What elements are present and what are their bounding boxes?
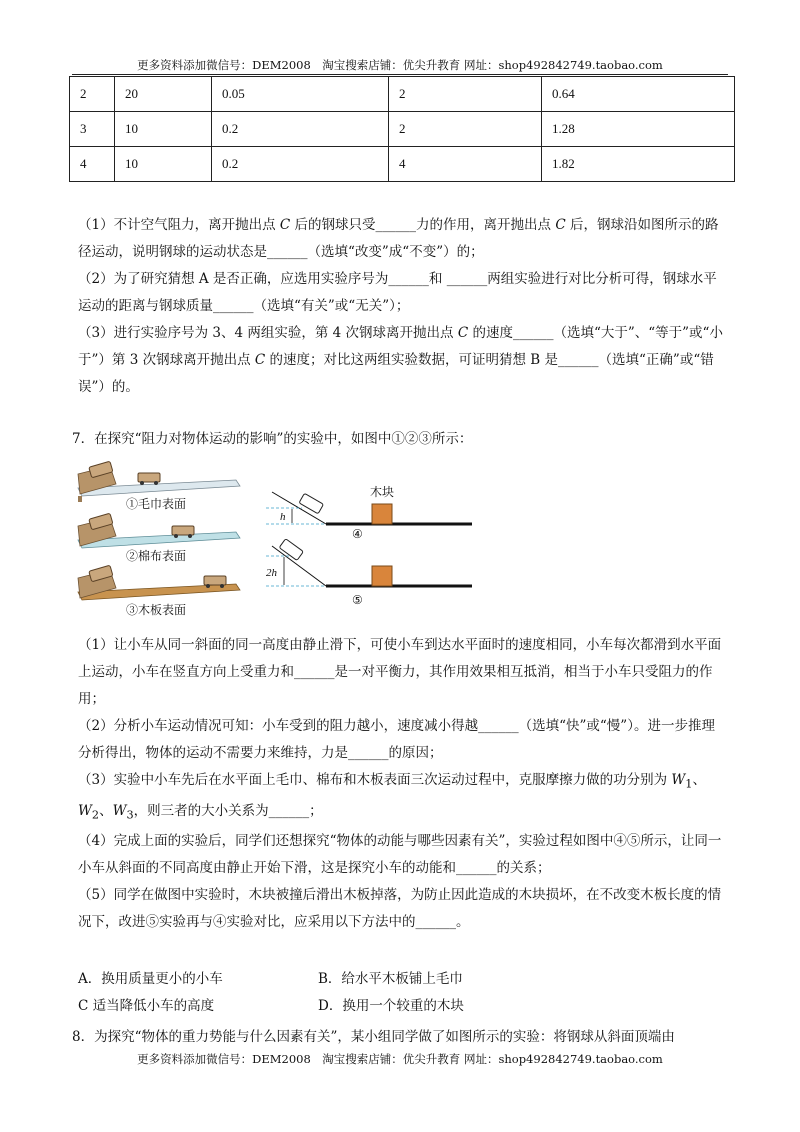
table-cell: 2 <box>70 77 115 112</box>
table-cell: 4 <box>70 147 115 182</box>
label-circ4: ④ <box>352 527 363 541</box>
q7-part4: （4）完成上面的实验后，同学们还想探究“物体的动能与哪些因素有关”，实验过程如图中④⑤所示，让同一小车从斜面的不同高度由静止开始下滑，这是探究小车的动能和______的关系； <box>78 833 722 877</box>
q7-part2: （2）分析小车运动情况可知：小车受到的阻力越小，速度减小得越______（选填“快”或“慢”）。进一步推理分析得出，物体的运动不需要力来维持，力是______的原因； <box>78 718 715 761</box>
label-cotton: ②棉布表面 <box>126 549 187 563</box>
table-cell: 1.28 <box>542 112 735 147</box>
q7-text <box>78 632 726 936</box>
table-cell: 0.64 <box>542 77 735 112</box>
q8-text: 8．为探究“物体的重力势能与什么因素有关”，某小组同学做了如图所示的实验：将钢球从斜面顶端由 <box>72 1029 675 1045</box>
label-circ5: ⑤ <box>352 593 363 607</box>
table-row <box>70 77 735 112</box>
q6-part1: （1）不计空气阻力，离开抛出点 C 后的钢球只受______力的作用，离开抛出点 C 后，钢球沿如图所示的路径运动，说明钢球的运动状态是______（选填“改变”成“不变”）的； <box>78 217 719 260</box>
q7-part1: （1）让小车从同一斜面的同一高度由静止滑下，可使小车到达水平面时的速度相同，小车每次都滑到水平面上运动，小车在竖直方向上受重力和______是一对平衡力，其作用效果相互抵消，相当于小车只受阻力的作用； <box>78 637 722 707</box>
q6-part2: （2）为了研究猜想 A 是否正确，应选用实验序号为______和 ______两组实验进行对比分析可得，钢球水平运动的距离与钢球质量______（选填“有关”或“无关”）； <box>78 271 717 314</box>
option-d: D．换用一个较重的木块 <box>318 998 464 1014</box>
page-header: 更多资料添加微信号：DEM2008 淘宝搜索店铺：优尖升教育 网址：shop492842749.taobao.com <box>72 58 728 75</box>
label-wood: ③木板表面 <box>126 603 187 616</box>
table-cell: 1.82 <box>542 147 735 182</box>
q7-part3: （3）实验中小车先后在水平面上毛巾、棉布和木板表面三次运动过程中，克服摩擦力做的功分别为 $W_1$、$W_2$、$W_3$，则三者的大小关系为______； <box>78 772 706 822</box>
q7-part5: （5）同学在做图中实验时，木块被撞后滑出木板掉落，为防止因此造成的木块损坏，在不改变木板长度的情况下，改进⑤实验再与④实验对比，应采用以下方法中的______。 <box>78 887 722 931</box>
table-cell: 2 <box>389 112 542 147</box>
surface-figure <box>76 460 242 616</box>
q6-text <box>78 212 726 401</box>
q6-part3: （3）进行实验序号为 3、4 两组实验，第 4 次钢球离开抛出点 C 的速度______（选填“大于”、“等于”或“小于”）第 3 次钢球离开抛出点 C 的速度；对比这两组实验数据，可证明猜想 B 是______（选填“正确”或“错误”）的。 <box>78 325 723 395</box>
table-cell: 20 <box>115 77 212 112</box>
table-row <box>70 112 735 147</box>
table-cell: 0.05 <box>212 77 389 112</box>
label-h: h <box>280 511 286 523</box>
label-block: 木块 <box>370 485 395 499</box>
table-cell: 3 <box>70 112 115 147</box>
option-c: C 适当降低小车的高度 <box>78 998 215 1014</box>
page-footer: 更多资料添加微信号：DEM2008 淘宝搜索店铺：优尖升教育 网址：shop492842749.taobao.com <box>137 1052 663 1066</box>
kinetic-energy-figure <box>266 480 482 610</box>
table-row <box>70 147 735 182</box>
option-a: A．换用质量更小的小车 <box>78 971 223 987</box>
table-cell: 2 <box>389 77 542 112</box>
table-cell: 0.2 <box>212 147 389 182</box>
table-cell: 4 <box>389 147 542 182</box>
table-cell: 0.2 <box>212 112 389 147</box>
data-table <box>69 76 735 182</box>
table-cell: 10 <box>115 147 212 182</box>
option-b: B．给水平木板铺上毛巾 <box>318 971 463 987</box>
table-cell: 10 <box>115 112 212 147</box>
label-2h: 2h <box>266 567 277 579</box>
label-towel: ①毛巾表面 <box>126 497 187 511</box>
q7-title: 7．在探究“阻力对物体运动的影响”的实验中，如图中①②③所示： <box>72 431 473 447</box>
q7-options <box>78 966 726 1020</box>
